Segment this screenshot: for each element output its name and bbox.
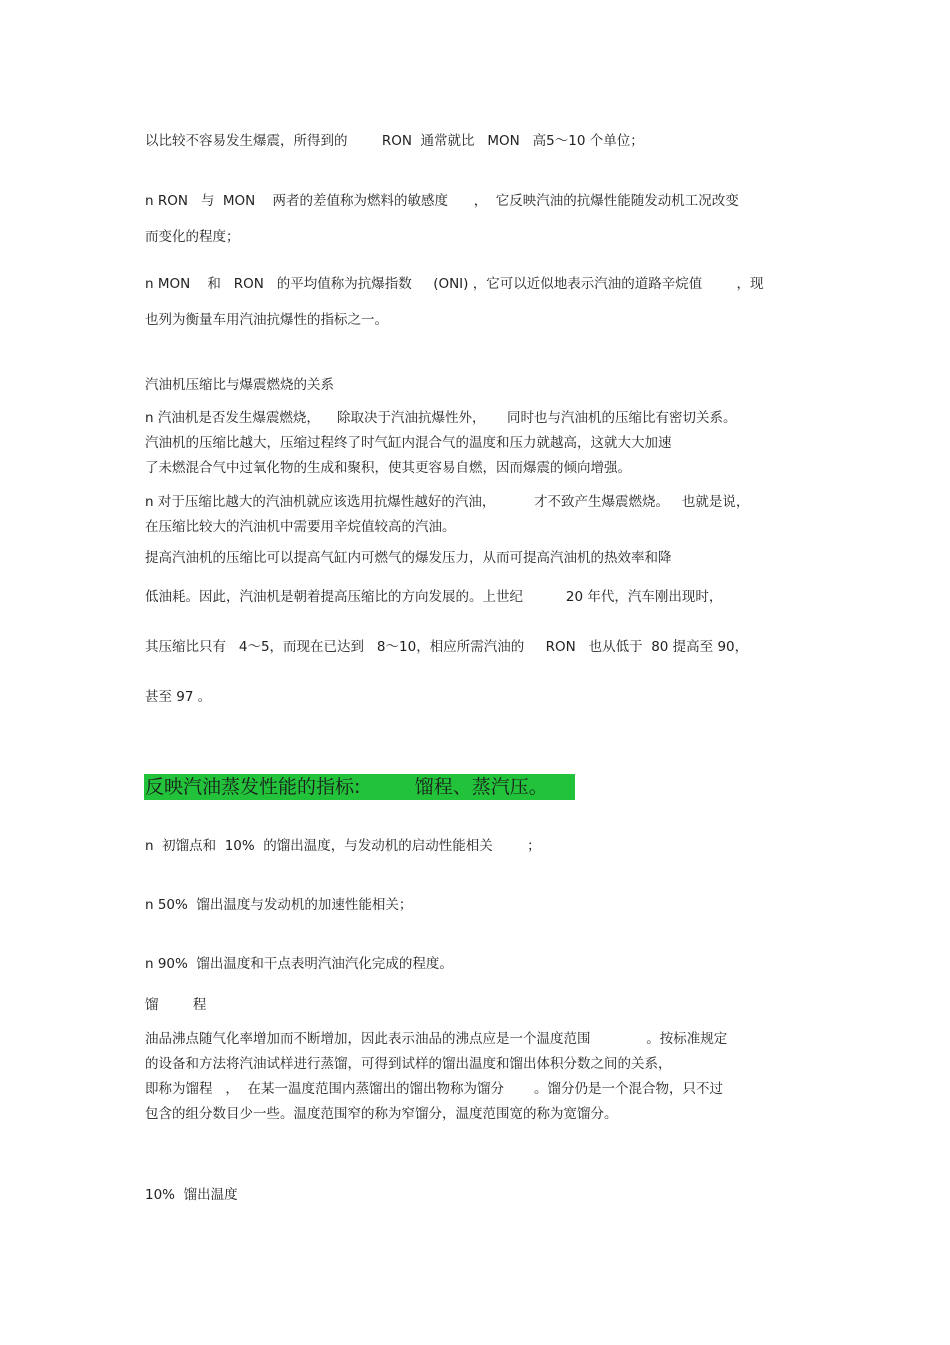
text-line: 也列为衡量车用汽油抗爆性的指标之一。	[145, 312, 388, 328]
text-line: 低油耗。因此，汽油机是朝着提高压缩比的方向发展的。上世纪 20 年代，汽车刚出现时，	[145, 589, 723, 605]
text-line: 即称为馏程 ， 在某一温度范围内蒸馏出的馏出物称为馏分 。馏分仍是一个混合物，只不过	[145, 1081, 723, 1097]
text-line: 油品沸点随气化率增加而不断增加，因此表示油品的沸点应是一个温度范围 。按标准规定	[145, 1031, 728, 1047]
text-line: n 汽油机是否发生爆震燃烧， 除取决于汽油抗爆性外， 同时也与汽油机的压缩比有密切关系。	[145, 410, 737, 426]
highlighted-heading: 反映汽油蒸发性能的指标: 馏程、蒸汽压。	[145, 776, 548, 798]
text-line: 以比较不容易发生爆震，所得到的 RON 通常就比 MON 高5～10 个单位；	[145, 133, 644, 149]
text-line: 在压缩比较大的汽油机中需要用辛烷值较高的汽油。	[145, 519, 456, 535]
section-heading: 馏 程	[145, 997, 207, 1013]
list-item: n 初馏点和 10% 的馏出温度，与发动机的启动性能相关 ；	[145, 838, 541, 854]
list-item: n 90% 馏出温度和干点表明汽油汽化完成的程度。	[145, 956, 453, 972]
text-line: n 对于压缩比越大的汽油机就应该选用抗爆性越好的汽油， 才不致产生爆震燃烧。 也就是说，	[145, 494, 750, 510]
text-line: 甚至 97 。	[145, 689, 212, 705]
text-line: 的设备和方法将汽油试样进行蒸馏，可得到试样的馏出温度和馏出体积分数之间的关系，	[145, 1056, 672, 1072]
text-line: 包含的组分数目少一些。温度范围窄的称为窄馏分，温度范围宽的称为宽馏分。	[145, 1106, 618, 1122]
section-heading: 10% 馏出温度	[145, 1187, 238, 1203]
text-line: 而变化的程度；	[145, 229, 240, 245]
text-line: n RON 与 MON 两者的差值称为燃料的敏感度 ， 它反映汽油的抗爆性能随发动机工况改变	[145, 193, 739, 209]
text-line: n MON 和 RON 的平均值称为抗爆指数 (ONI) ，它可以近似地表示汽油的道路辛烷值 ，现	[145, 276, 764, 292]
text-line: 其压缩比只有 4～5，而现在已达到 8～10，相应所需汽油的 RON 也从低于 80 提高至 90，	[145, 639, 749, 655]
text-line: 了未燃混合气中过氧化物的生成和聚积，使其更容易自燃，因而爆震的倾向增强。	[145, 460, 631, 476]
list-item: n 50% 馏出温度与发动机的加速性能相关；	[145, 897, 413, 913]
section-heading: 汽油机压缩比与爆震燃烧的关系	[145, 377, 334, 393]
text-line: 提高汽油机的压缩比可以提高气缸内可燃气的爆发压力，从而可提高汽油机的热效率和降	[145, 550, 672, 566]
text-line: 汽油机的压缩比越大，压缩过程终了时气缸内混合气的温度和压力就越高，这就大大加速	[145, 435, 672, 451]
